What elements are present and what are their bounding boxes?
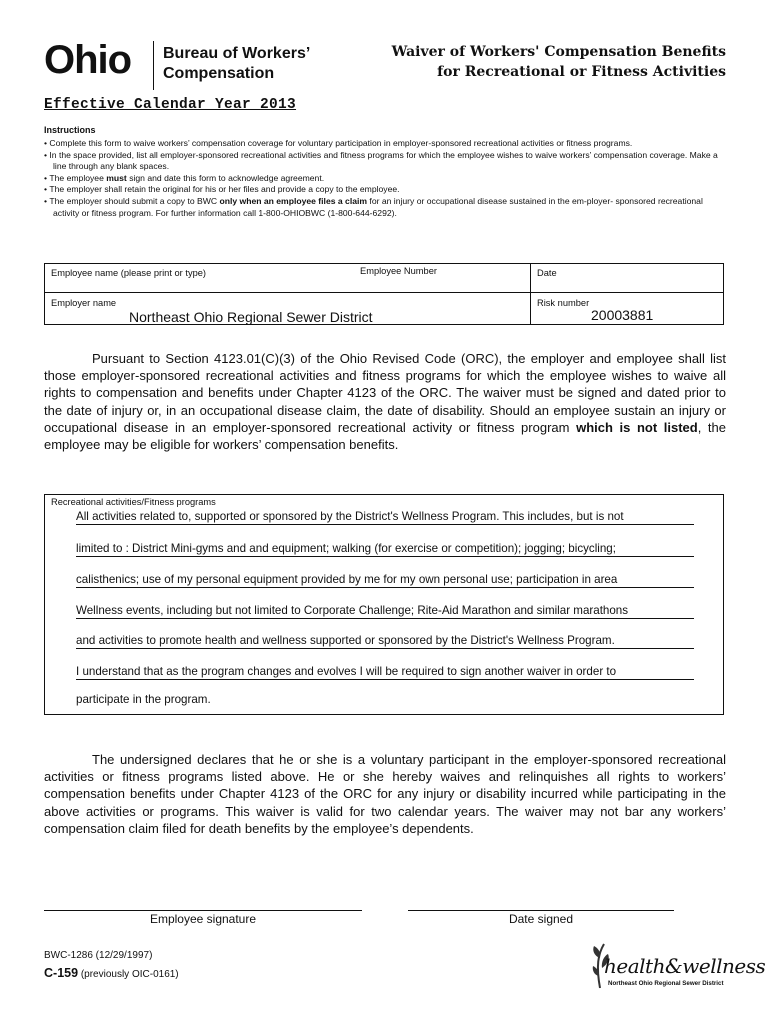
- instruction-item: • The employer shall retain the original for his or her files and provide a copy to the employee.: [44, 184, 728, 196]
- orc-paragraph-text-end: , the employee may be eligible for workers’ compensation benefits.: [44, 419, 727, 453]
- employer-name-field[interactable]: [45, 293, 531, 324]
- instruction-item: [44, 173, 728, 185]
- instruction-text: The employee: [49, 172, 107, 183]
- activity-line[interactable]: and activities to promote health and wellness supported or sponsored by the District's Wellness Program.: [76, 634, 694, 649]
- orc-paragraph-text: Pursuant to Section 4123.01(C)(3) of the Ohio Revised Code (ORC), the employer and employee shall list those employer-sponsored recreational activities and fitness programs for which the employee wishes to waive all rights to compensation and benefits under Chapter 4123 of the ORC. The waiver must be signed and dated prior to the date of injury or, in an occupational disease claim, the date of disability. Should an employee sustain an injury or occupational disease in an employer-sponsored recreational activity or fitness program: [44, 351, 726, 435]
- activity-line[interactable]: calisthenics; use of my personal equipment provided by me for my own personal use; participation in area: [76, 573, 694, 588]
- form-number-code: C-159: [44, 966, 79, 980]
- orc-paragraph-emphasis: which is not listed: [576, 419, 698, 435]
- ohio-logo: Ohio: [44, 38, 132, 82]
- health-wellness-subtitle: Northeast Ohio Regional Sewer District: [608, 980, 724, 987]
- employee-number-label: Employee Number: [360, 266, 437, 276]
- bureau-name: [163, 44, 310, 84]
- risk-number-field[interactable]: [531, 293, 723, 324]
- date-signed-label: Date signed: [508, 912, 574, 926]
- employer-name-label: Employer name: [51, 298, 117, 308]
- form-title-line-1: Waiver of Workers' Compensation Benefits: [391, 44, 726, 60]
- employee-name-field[interactable]: [45, 264, 531, 293]
- risk-number-label: Risk number: [537, 298, 590, 308]
- instructions-list: [44, 138, 728, 219]
- declaration-text: The undersigned declares that he or she is a voluntary participant in the employer-sponsored recreational activities or fitness programs listed above. He or she hereby waives and relinquishes all rights to workers’ compensation benefits under Chapter 4123 of the ORC for any injury or disability incurred while participating in the above activities or programs. This waiver is valid for two calendar years. The waiver may not bar any workers’ compensation claim filed for death benefits by the employee’s dependents.: [44, 752, 726, 836]
- date-signed-line[interactable]: [408, 910, 674, 911]
- form-id: BWC-1286 (12/29/1997): [44, 950, 153, 961]
- date-field[interactable]: [531, 264, 723, 293]
- instruction-emphasis: must: [106, 172, 127, 183]
- instruction-emphasis: only when an employee files a claim: [219, 195, 368, 206]
- logo-divider: [153, 41, 154, 90]
- instruction-text: for an injury or occupational disease sustained in the em-ployer- sponsored recreational activity or fitness program. For further information call 1-800-OHIOBWC (1-800-644-6292).: [53, 195, 703, 218]
- employee-signature-label: Employee signature: [149, 912, 257, 926]
- effective-year: Effective Calendar Year 2013: [44, 97, 297, 113]
- health-wellness-logo: [590, 938, 766, 994]
- instruction-text: The employer should submit a copy to BWC: [49, 195, 220, 206]
- orc-paragraph: [44, 350, 726, 453]
- bureau-line-2: Compensation: [163, 65, 275, 82]
- instruction-item: • Complete this form to waive workers’ compensation coverage for voluntary participation in employer-sponsored recreational activities or fitness programs.: [44, 138, 728, 150]
- declaration-paragraph: [44, 751, 726, 837]
- form-number-previous: (previously OIC-0161): [80, 969, 179, 980]
- activity-line[interactable]: Wellness events, including but not limited to Corporate Challenge; Rite-Aid Marathon and similar marathons: [76, 604, 694, 619]
- activity-line[interactable]: I understand that as the program changes and evolves I will be required to sign another waiver in order to: [76, 665, 694, 680]
- employee-info-table: [44, 263, 724, 325]
- instructions-heading: Instructions: [44, 125, 96, 135]
- risk-number-value: 20003881: [591, 307, 654, 323]
- instruction-item: • In the space provided, list all employer-sponsored recreational activities and fitness programs for which the employee wishes to waive workers’ compensation coverage. Make a line through any blank spaces.: [44, 150, 728, 173]
- activities-box: [44, 494, 724, 715]
- bureau-line-1: Bureau of Workers’: [163, 45, 311, 62]
- form-title: [392, 42, 726, 82]
- activities-label: Recreational activities/Fitness programs: [51, 497, 216, 507]
- activity-line[interactable]: participate in the program.: [76, 693, 211, 706]
- employee-name-label: Employee name (please print or type): [51, 268, 207, 278]
- form-title-line-2: for Recreational or Fitness Activities: [437, 64, 726, 80]
- date-label: Date: [537, 268, 557, 278]
- instruction-text: sign and date this form to acknowledge agreement.: [126, 172, 325, 183]
- employee-signature-line[interactable]: [44, 910, 362, 911]
- health-wellness-text: health&wellness: [604, 954, 766, 978]
- form-number: [44, 966, 179, 980]
- activity-line[interactable]: All activities related to, supported or sponsored by the District's Wellness Program. This includes, but is not: [76, 510, 694, 525]
- instruction-item: [44, 196, 728, 219]
- activity-line[interactable]: limited to : District Mini-gyms and and equipment; walking (for exercise or competition); jogging; bicycling;: [76, 542, 694, 557]
- employer-name-value: Northeast Ohio Regional Sewer District: [129, 309, 373, 325]
